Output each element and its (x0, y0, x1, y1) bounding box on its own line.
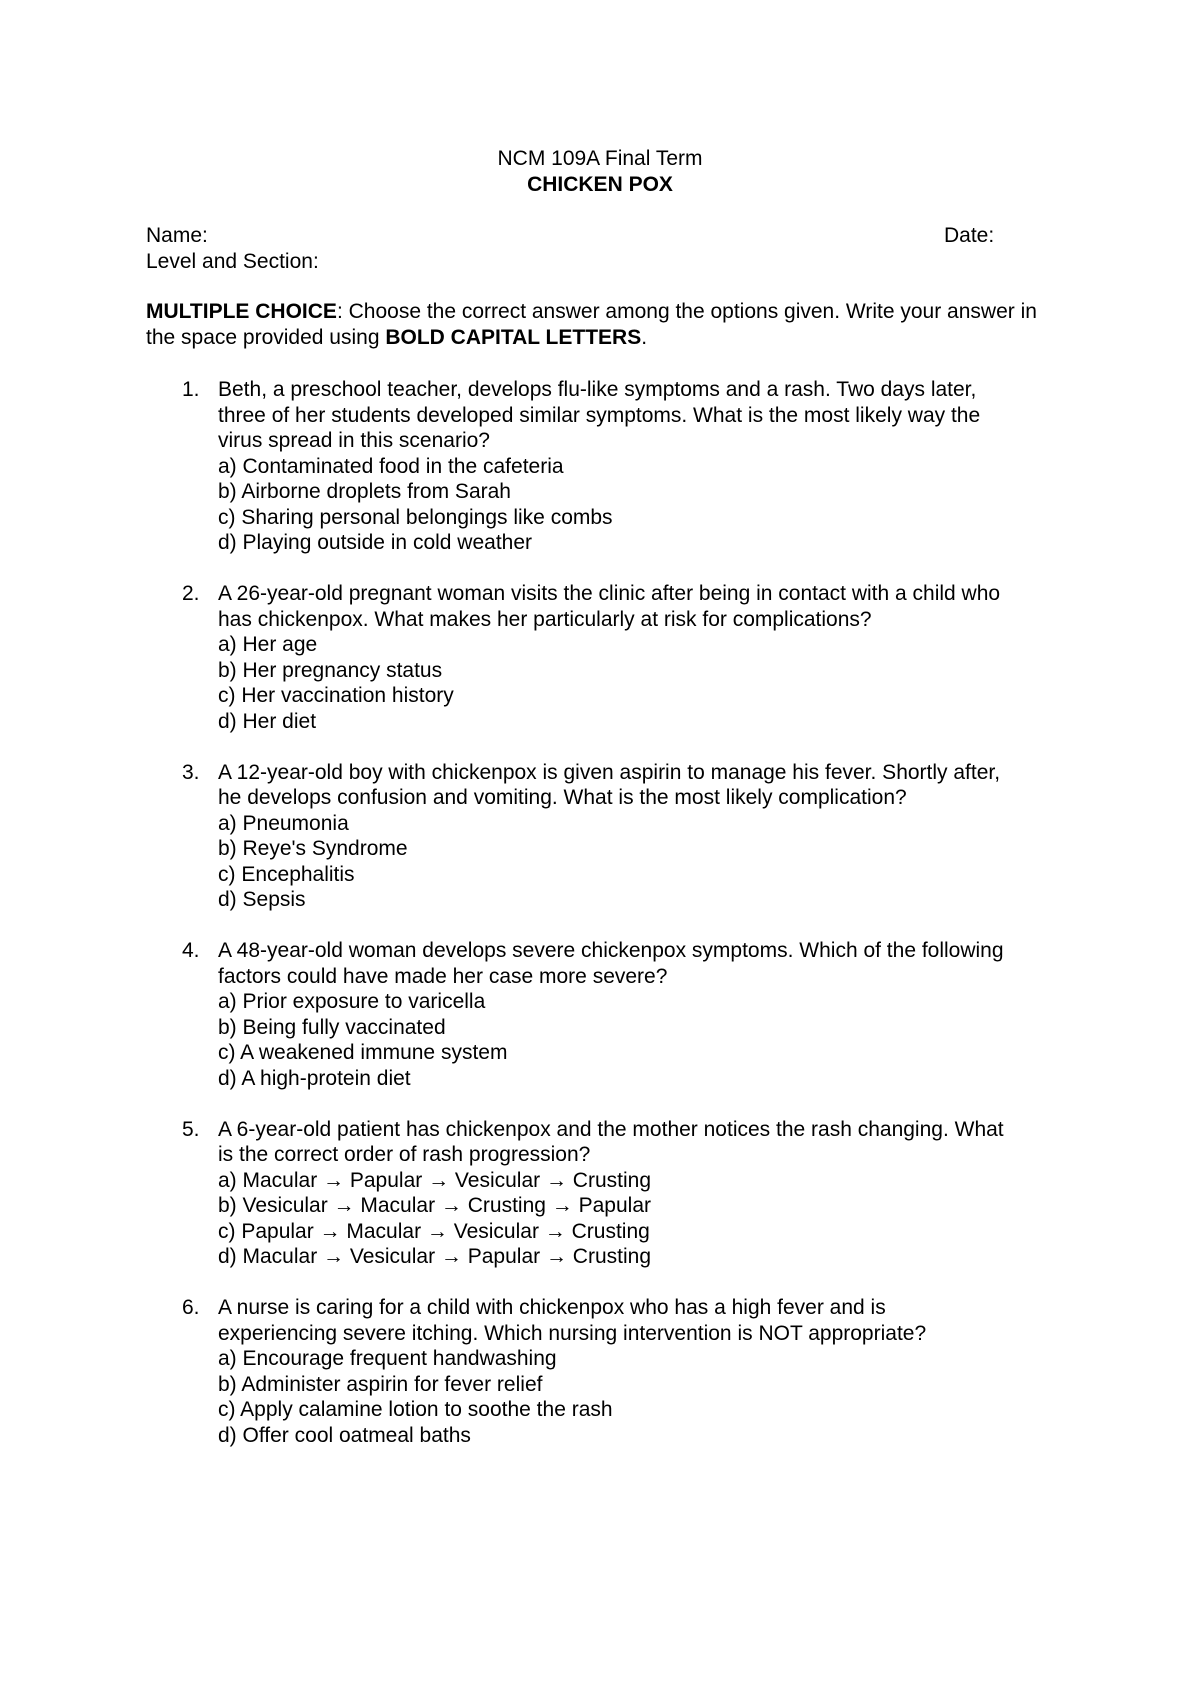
question-stem-line: A nurse is caring for a child with chickenpox who has a high fever and is (218, 1296, 886, 1319)
answer-option: c) Apply calamine lotion to soothe the rash (218, 1398, 613, 1421)
question-stem-line: has chickenpox. What makes her particularly at risk for complications? (218, 607, 872, 631)
answer-option: d) Sepsis (218, 888, 306, 911)
question-stem-line: he develops confusion and vomiting. What is the most likely complication? (218, 786, 907, 809)
question-item (146, 1295, 1076, 1448)
level-row (146, 249, 1006, 275)
answer-option: a) Macular → Papular → Vesicular → Crusting (218, 1168, 651, 1192)
answer-option: b) Being fully vaccinated (218, 1015, 446, 1039)
question-item (146, 377, 1076, 556)
answer-option: c) Her vaccination history (218, 684, 454, 707)
answer-option: a) Encourage frequent handwashing (218, 1347, 557, 1370)
question-stem-line: A 6-year-old patient has chickenpox and the mother notices the rash changing. What (218, 1117, 1004, 1141)
answer-option: b) Reye's Syndrome (218, 837, 408, 860)
answer-option: c) Encephalitis (218, 862, 355, 886)
answer-option: d) Offer cool oatmeal baths (218, 1423, 471, 1447)
instructions-text: : Choose the correct answer among the options given. Write your answer in the space provided using (146, 300, 1037, 349)
question-item (146, 1117, 1076, 1270)
question-stem-line: is the correct order of rash progression? (218, 1143, 591, 1166)
answer-option: d) Playing outside in cold weather (218, 531, 533, 554)
instructions-end: . (641, 325, 648, 349)
answer-option: d) Macular → Vesicular → Papular → Crusting (218, 1245, 651, 1268)
course-title: NCM 109A Final Term (497, 147, 703, 170)
question-stem-line: A 48-year-old woman develops severe chickenpox symptoms. Which of the following (218, 939, 1004, 962)
document-header (0, 146, 1200, 197)
question-stem-line: A 26-year-old pregnant woman visits the clinic after being in contact with a child who (218, 582, 1001, 605)
answer-option: d) Her diet (218, 709, 317, 733)
question-stem-line: experiencing severe itching. Which nursing intervention is NOT appropriate? (218, 1321, 927, 1345)
answer-option: d) A high-protein diet (218, 1066, 411, 1090)
student-info (146, 223, 1006, 274)
answer-option: c) Sharing personal belongings like combs (218, 505, 613, 529)
answer-option: a) Prior exposure to varicella (218, 990, 486, 1013)
answer-option: c) Papular → Macular → Vesicular → Crusting (218, 1219, 650, 1243)
answer-option: b) Her pregnancy status (218, 658, 443, 682)
answer-option: b) Vesicular → Macular → Crusting → Papular (218, 1194, 651, 1217)
answer-option: a) Pneumonia (218, 811, 349, 835)
question-stem-line: virus spread in this scenario? (218, 429, 490, 452)
answer-option: a) Her age (218, 633, 318, 656)
date-label: Date: (944, 224, 995, 247)
question-number: 2. (182, 582, 200, 605)
question-stem-line: factors could have made her case more severe? (218, 964, 668, 988)
instructions-emphasis: BOLD CAPITAL LETTERS (385, 325, 642, 349)
level-section-label: Level and Section: (146, 249, 319, 273)
answer-option: b) Airborne droplets from Sarah (218, 480, 511, 503)
question-list (146, 377, 1076, 1474)
question-stem-line: Beth, a preschool teacher, develops flu-like symptoms and a rash. Two days later, (218, 378, 977, 401)
question-stem-line: three of her students developed similar symptoms. What is the most likely way the (218, 403, 981, 427)
answer-option: b) Administer aspirin for fever relief (218, 1372, 543, 1396)
name-label: Name: (146, 224, 208, 247)
question-number: 6. (182, 1296, 200, 1319)
page-title: CHICKEN POX (527, 172, 673, 196)
question-number: 1. (182, 378, 200, 401)
instructions-heading: MULTIPLE CHOICE (146, 300, 337, 323)
name-date-row (146, 223, 1006, 249)
instructions (146, 299, 1046, 350)
question-stem-line: A 12-year-old boy with chickenpox is given aspirin to manage his fever. Shortly after, (218, 760, 1001, 784)
question-item (146, 938, 1076, 1091)
question-number: 5. (182, 1117, 200, 1141)
answer-option: c) A weakened immune system (218, 1041, 508, 1064)
question-item (146, 760, 1076, 913)
question-item (146, 581, 1076, 734)
question-number: 3. (182, 760, 200, 784)
answer-option: a) Contaminated food in the cafeteria (218, 454, 564, 478)
question-number: 4. (182, 939, 200, 962)
